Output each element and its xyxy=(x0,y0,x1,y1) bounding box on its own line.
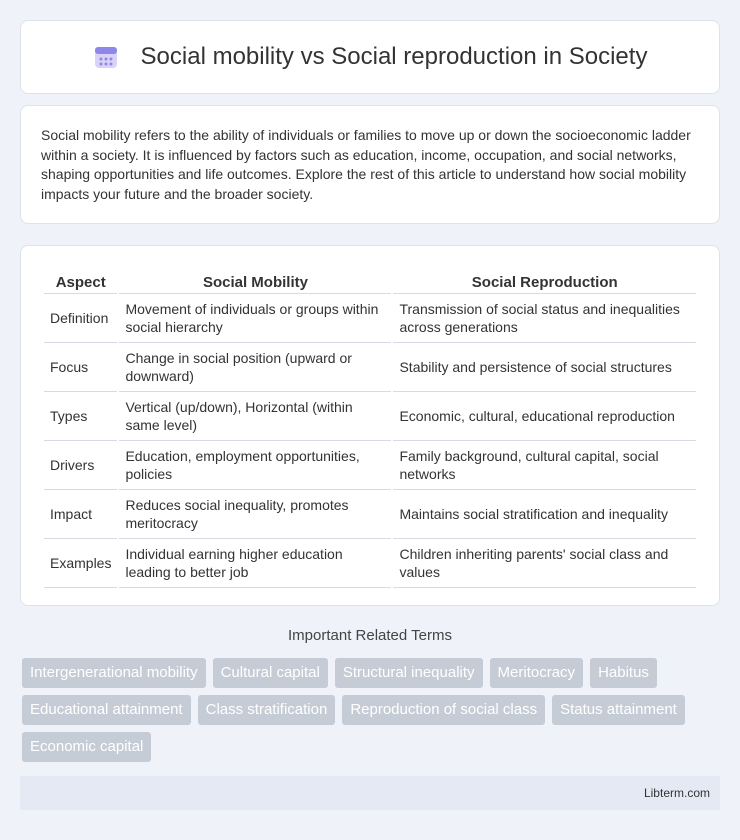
table-header-row xyxy=(44,266,696,294)
header-social-mobility: Social Mobility xyxy=(119,266,391,294)
title-card xyxy=(20,20,720,94)
cell-social-mobility: Reduces social inequality, promotes meritocracy xyxy=(119,490,391,539)
calendar-app-icon xyxy=(93,44,119,70)
page-title: Social mobility vs Social reproduction in Society xyxy=(140,43,648,70)
term-tag[interactable]: Educational attainment xyxy=(22,695,191,725)
cell-social-reproduction: Transmission of social status and inequalities across generations xyxy=(393,294,696,343)
cell-aspect: Drivers xyxy=(44,441,117,490)
intro-paragraph: Social mobility refers to the ability of individuals or families to move up or down the socioeconomic ladder within a society. It is influenced by factors such as education, income, occupation, and social networks, shaping opportunities and life outcomes. Explore the rest of this article to understand how social mobility impacts your future and the broader society. xyxy=(41,127,691,202)
cell-aspect: Impact xyxy=(44,490,117,539)
cell-social-reproduction: Maintains social stratification and inequality xyxy=(393,490,696,539)
term-tag[interactable]: Reproduction of social class xyxy=(342,695,545,725)
comparison-table-card xyxy=(20,245,720,606)
header-social-reproduction: Social Reproduction xyxy=(393,266,696,294)
term-tag[interactable]: Meritocracy xyxy=(490,658,584,688)
term-tag[interactable]: Structural inequality xyxy=(335,658,483,688)
cell-social-reproduction: Economic, cultural, educational reproduction xyxy=(393,392,696,441)
cell-social-reproduction: Children inheriting parents' social class and values xyxy=(393,539,696,588)
term-tag[interactable]: Economic capital xyxy=(22,732,151,762)
cell-social-reproduction: Family background, cultural capital, social networks xyxy=(393,441,696,490)
related-terms-title: Important Related Terms xyxy=(288,627,452,644)
footer xyxy=(20,776,720,810)
cell-social-mobility: Education, employment opportunities, policies xyxy=(119,441,391,490)
table-row xyxy=(44,343,696,392)
cell-aspect: Definition xyxy=(44,294,117,343)
table-row xyxy=(44,294,696,343)
cell-aspect: Examples xyxy=(44,539,117,588)
cell-social-mobility: Change in social position (upward or downward) xyxy=(119,343,391,392)
cell-social-mobility: Individual earning higher education leading to better job xyxy=(119,539,391,588)
intro-card xyxy=(20,105,720,224)
cell-aspect: Types xyxy=(44,392,117,441)
table-row xyxy=(44,490,696,539)
cell-aspect: Focus xyxy=(44,343,117,392)
footer-site-link[interactable]: Libterm.com xyxy=(643,786,710,800)
related-terms-list xyxy=(22,658,722,762)
term-tag[interactable]: Habitus xyxy=(590,658,657,688)
table-row xyxy=(44,539,696,588)
cell-social-mobility: Vertical (up/down), Horizontal (within same level) xyxy=(119,392,391,441)
comparison-table xyxy=(42,266,698,588)
table-row xyxy=(44,441,696,490)
term-tag[interactable]: Cultural capital xyxy=(213,658,328,688)
table-row xyxy=(44,392,696,441)
term-tag[interactable]: Class stratification xyxy=(198,695,336,725)
term-tag[interactable]: Intergenerational mobility xyxy=(22,658,206,688)
cell-social-reproduction: Stability and persistence of social structures xyxy=(393,343,696,392)
term-tag[interactable]: Status attainment xyxy=(552,695,685,725)
header-aspect: Aspect xyxy=(44,266,117,294)
cell-social-mobility: Movement of individuals or groups within social hierarchy xyxy=(119,294,391,343)
